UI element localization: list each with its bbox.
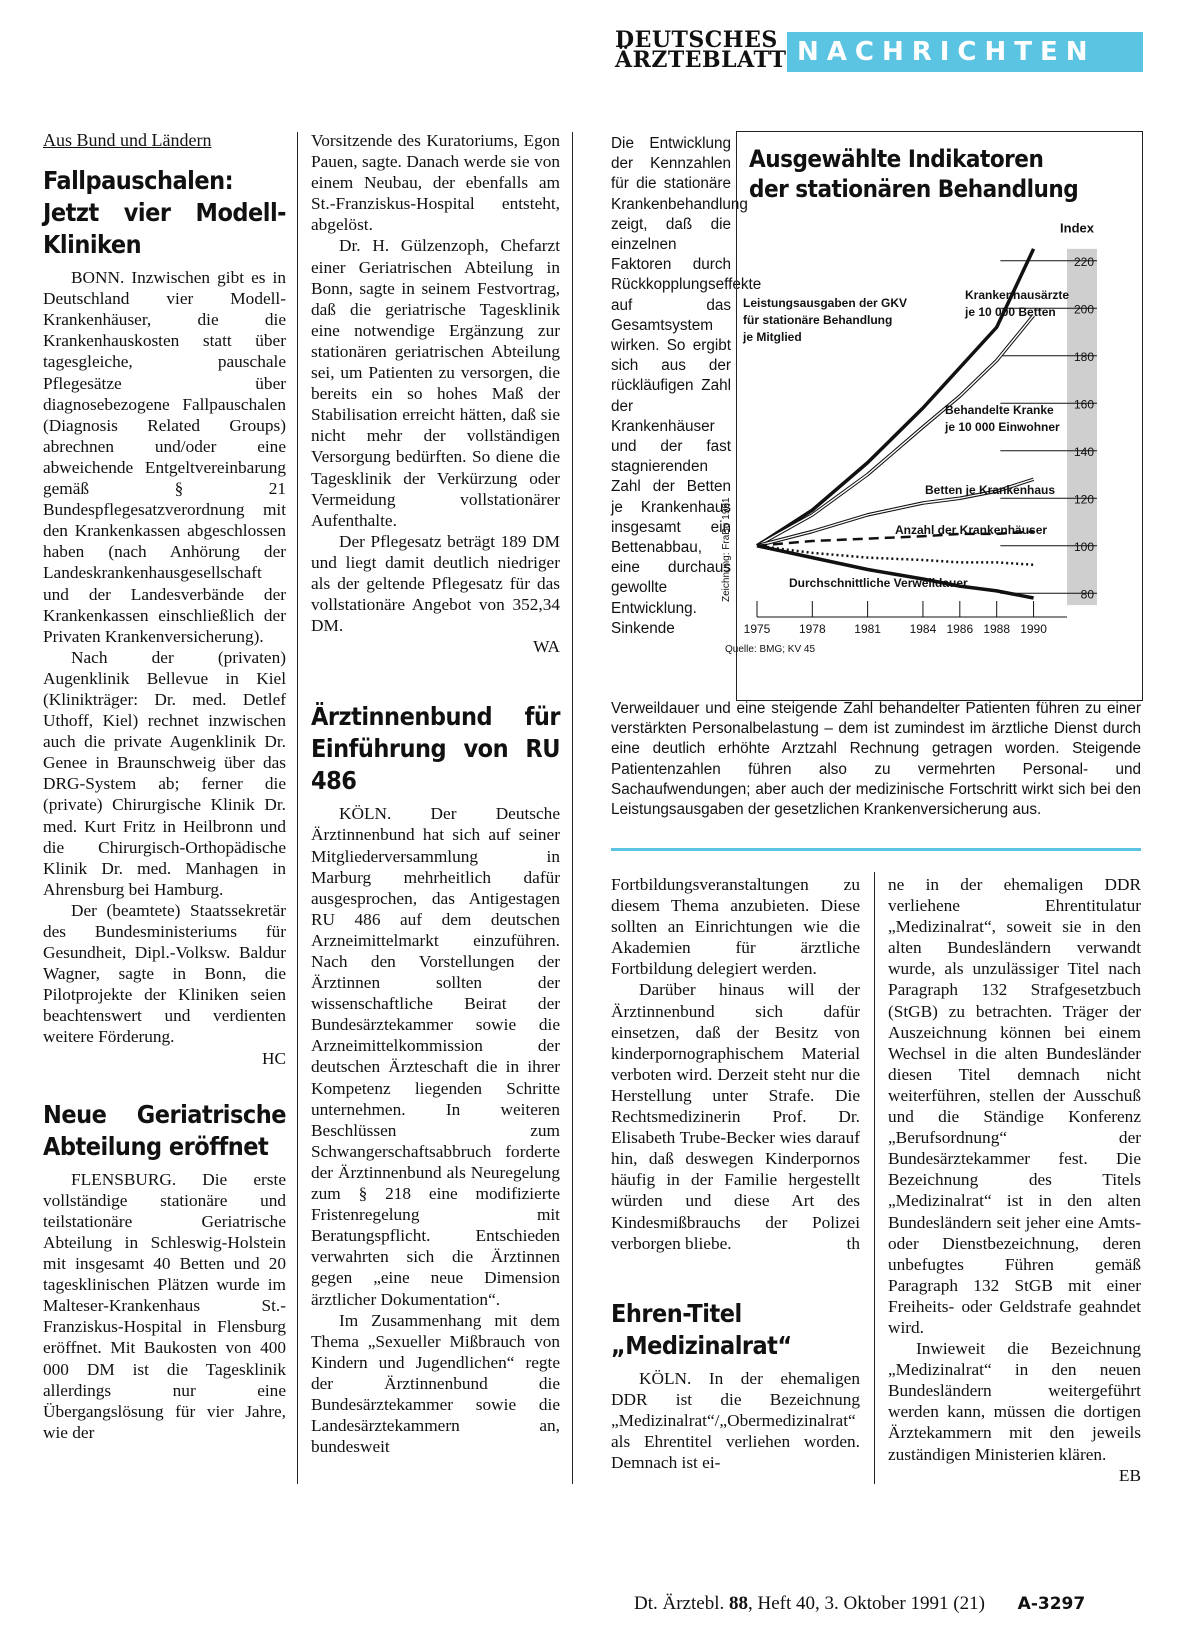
x-tick-label: 1981 — [854, 622, 881, 636]
footer-page-number: A-3297 — [1017, 1594, 1086, 1614]
masthead-title-line2: ÄRZTEBLATT — [615, 47, 787, 73]
y-tick-label: 160 — [1073, 397, 1094, 412]
footer-volume: 88 — [728, 1593, 748, 1614]
headline-fallpauschalen: Fallpauschalen: Jetzt vier Modell-Kliniken — [43, 166, 286, 260]
column-3 — [611, 874, 860, 1473]
series-label: je 10 000 Betten — [965, 305, 1056, 319]
masthead-title-line1: DEUTSCHES — [615, 27, 778, 53]
y-tick-label: 220 — [1073, 254, 1094, 269]
paragraph: Der (beamtete) Staatssekretär des Bundesministeriums für Gesundheit, Dipl.-Volksw. Baldur Wagner, sagte in Bonn, die Pilotprojekte der Kliniken seien beachtenswert und verdienten weitere Förderung. — [43, 900, 286, 1047]
series-label: Leistungsausgaben der GKV — [743, 296, 908, 310]
kicker: Aus Bund und Ländern — [43, 130, 212, 150]
series-label: Durchschnittliche Verweildauer — [789, 576, 968, 590]
footer-journal: Dt. Ärztebl. — [634, 1593, 725, 1614]
headline-aerztinnenbund: Ärztinnenbund für Einführung von RU 486 — [311, 702, 560, 796]
paragraph: ne in der ehemaligen DDR verliehene Ehrentitulatur „Medizinalrat“, soweit sie in den alten Bundesländern verwandt wurde, als unzulässiger Titel nach Paragraph 132 Strafgesetzbuch (StGB) zu betrachten. Träger der Auszeichnung können bei einem Wechsel in die alten Bundesländer diesen Titel demnach nicht weiterführen, stellen der Ausschuß und die Ständige Konferenz „Berufsordnung“ der Bundesärztekammer fest. Die Bezeichnung des Titels „Medizinalrat“ ist in den alten Bundesländern seit jeher eine Amts- oder Dienstbezeichnung, deren unbefugtes Führen gemäß Paragraph 132 StGB mit einer Freiheits- oder Geldstrafe geahndet wird. — [888, 875, 1141, 1337]
paragraph: KÖLN. In der ehemaligen DDR ist die Bezeichnung „Medizinalrat“/„Obermedizinalrat“ als Ehrentitel verliehen worden. Demnach ist ei- — [611, 1368, 860, 1473]
chart-title: Ausgewählte Indikatoren der stationären Behandlung — [749, 145, 1079, 203]
y-tick-label: 80 — [1080, 587, 1094, 602]
paragraph: Inwieweit die Bezeichnung „Medizinalrat“ in den neuen Bundesländern weitergeführt werden kann, müssen die dortigen Ärztekammern mit den jeweils zuständigen Ministerien klären. — [888, 1339, 1141, 1464]
paragraph: KÖLN. Der Deutsche Ärztinnenbund hat sich auf seiner Mitgliederversammlung in Marburg mehrheitlich dafür ausgesprochen, das Antigestagen RU 486 auf dem deutschen Arzneimittelmarkt einzuführen. Nach den Vorstellungen der Ärztinnen sollten der wissenschaftliche Beirat der Bundesärztekammer sowie die Arzneimittelkommission der deutschen Ärzteschaft die in ihrer Kompetenz liegenden Schritte unternehmen. In weiteren Beschlüssen zum Schwangerschaftsabbruch forderte der Ärztinnenbund als Neuregelung zum § 218 eine modifizierte Fristenregelung mit Beratungspflicht. Entschieden verwahrten sich die Ärztinnen gegen „eine neue Dimension ärztlicher Dokumentation“. — [311, 804, 560, 1309]
x-tick-label: 1988 — [983, 622, 1011, 636]
section-banner: NACHRICHTEN — [787, 32, 1143, 72]
page-footer — [634, 1593, 1085, 1615]
x-tick-label: 1975 — [743, 622, 771, 636]
series-label: für stationäre Behandlung — [743, 313, 893, 327]
author-sign: th — [846, 1233, 860, 1253]
x-tick-label: 1986 — [946, 622, 974, 636]
chart-credit: Zeichnung: FraBo 1991 — [721, 497, 732, 602]
column-divider — [572, 132, 573, 1484]
author-sign: WA — [533, 637, 560, 657]
column-divider — [297, 132, 298, 1484]
x-tick-label: 1984 — [909, 622, 937, 636]
series-label: Krankenhausärzte — [965, 288, 1070, 302]
paragraph: FLENSBURG. Die erste vollständige stationäre und teilstationäre Geriatrische Abteilung in Schleswig-Holstein mit insgesamt 40 Betten und 20 tagesklinischen Plätzen wurde im Malteser-Krankenhaus St.-Franziskus-Hospital in Flensburg eröffnet. Mit Baukosten von 400 000 DM ist die Tagesklinik allerdings nur eine Übergangslösung für vier Jahre, wie der — [43, 1169, 286, 1442]
series-label: je 10 000 Einwohner — [945, 420, 1060, 434]
column-divider — [874, 872, 875, 1484]
indicator-chart — [721, 132, 1142, 700]
chart-side-text: Die Entwicklung der Kennzahlen für die stationäre Krankenbehandlung zeigt, daß die einzelnen Faktoren durch Rückkopplungseffekte auf das Gesamtsystem wirken. So ergibt sich aus der rückläufigen Zahl der Krankenhäuser und der fast stagnierenden Zahl der Betten je Krankenhaus insgesamt ein Bettenabbau, eine durchaus gewollte Entwicklung. Sinkende — [611, 135, 762, 637]
y-axis-label: Index — [1060, 220, 1094, 236]
series-line — [757, 546, 1034, 598]
column-2 — [311, 130, 560, 1457]
x-tick-label: 1978 — [798, 622, 826, 636]
series-label: je Mitglied — [743, 330, 802, 344]
y-tick-label: 100 — [1073, 539, 1094, 554]
y-tick-label: 200 — [1073, 302, 1094, 317]
series-label: Behandelte Kranke — [945, 403, 1054, 417]
paragraph: BONN. Inzwischen gibt es in Deutschland vier Modell-Krankenhäuser, die die Krankenhauskosten statt über tagesgleiche, pauschale Pflegesätze über diagnosebezogene Fallpauschalen (Diagnosis Related Groups) abrechnen und/oder eine abweichende Entgeltvereinbarung gemäß § 21 Bundespflegesatzverordnung mit den Krankenkassen abgeschlossen haben (nach Anhörung der Landeskrankenhausgesellschaft und der Landesverbände der Krankenkassen einschließlich der Privaten Krankenversicherung). — [43, 268, 286, 646]
author-sign: HC — [261, 1048, 286, 1068]
series-label: Betten je Krankenhaus — [925, 483, 1056, 497]
x-tick-label: 1990 — [1020, 622, 1047, 636]
column-1 — [43, 130, 286, 1443]
paragraph: Darüber hinaus will der Ärztinnenbund sich dafür einsetzen, daß der Besitz von kinderpornographischem Material verboten wird. Derzeit steht nur die Herstellung unter Strafe. Die Rechtsmedizinerin Prof. Dr. Elisabeth Trube-Becker wies darauf hin, daß deswegen Kinderpornos häufig in der Familie hergestellt würden und diese Art des Kindesmißbrauchs der Polizei verborgen bliebe. — [611, 980, 860, 1253]
series-label: Anzahl der Krankenhäuser — [895, 523, 1048, 537]
footer-issue: , Heft 40, 3. Oktober 1991 (21) — [747, 1593, 985, 1614]
paragraph: Fortbildungsveranstaltungen zu diesem Thema anzubieten. Diese sollten an Einrichtungen wie die Akademien für ärztliche Fortbildung delegiert werden. — [611, 875, 860, 979]
chart-caption: Verweildauer und eine steigende Zahl behandelter Patienten führen zu einer verstärkten Personalbelastung – dem ist zumindest im ärztliche Dienst durch eine deutlich erhöhte Arztzahl Rechnung getragen worden. Steigende Patientenzahlen führen also zu vermehrten Personal- und Sachaufwendungen; aber auch der medizinische Fortschritt wirkt sich bei den Leistungsausgaben der gesetzlichen Krankenversicherung aus. — [611, 700, 1141, 819]
column-4 — [888, 874, 1141, 1486]
paragraph: Dr. H. Gülzenzoph, Chefarzt einer Geriatrischen Abteilung in Bonn, sagte in seinem Festvortrag, daß die geriatrische Tagesklinik eine notwendige Ergänzung zur stationären geriatrischen Abteilung sei, um Patienten zu versorgen, die bereits ein so hohes Maß der Stabilisation erreicht hätten, daß sie nicht mehr der vollständigen Versorgung bedürften. So diene die Tagesklinik der Verkürzung oder Vermeidung vollstationärer Aufenthalte. — [311, 236, 560, 530]
author-sign: EB — [1118, 1465, 1141, 1485]
paragraph: Vorsitzende des Kuratoriums, Egon Pauen, sagte. Danach werde sie von einem Neubau, der ebenfalls am St.-Franziskus-Hospital entsteht, abgelöst. — [311, 131, 560, 235]
y-tick-label: 120 — [1073, 492, 1094, 507]
y-tick-label: 180 — [1073, 349, 1094, 364]
y-tick-label: 140 — [1073, 444, 1094, 459]
paragraph: Der Pflegesatz beträgt 189 DM und liegt damit deutlich niedriger als der geltende Pflegesatz für das vollstationäre Angebot von 352,34 DM. — [311, 531, 560, 636]
chart-source: Quelle: BMG; KV 45 — [725, 644, 816, 655]
chart-box — [721, 131, 1143, 701]
paragraph: Nach der (privaten) Augenklinik Bellevue in Kiel (Klinikträger: Dr. med. Detlef Uthoff, Kiel) rechnet inzwischen auch die private Augenklinik Dr. Genee in Braunschweig über das DRG-System ab; ferner die (private) Chirurgische Klinik Dr. med. Kurt Fritz in Heilbronn und die Chirurgisch-Orthopädische Klinik Dr. med. Manhagen in Ahrensburg bei Hamburg. — [43, 647, 286, 899]
paragraph: Im Zusammenhang mit dem Thema „Sexueller Mißbrauch von Kindern und Jugendlichen“ regte der Ärztinnenbund die Bundesärztekammer sowie die Landesärztekammern an, bundesweit — [311, 1310, 560, 1457]
headline-medizinalrat: Ehren-Titel „Medizinalrat“ — [611, 1298, 792, 1360]
headline-geriatrie: Neue Geriatrische Abteilung eröffnet — [43, 1099, 286, 1161]
divider-rule — [611, 848, 1141, 851]
